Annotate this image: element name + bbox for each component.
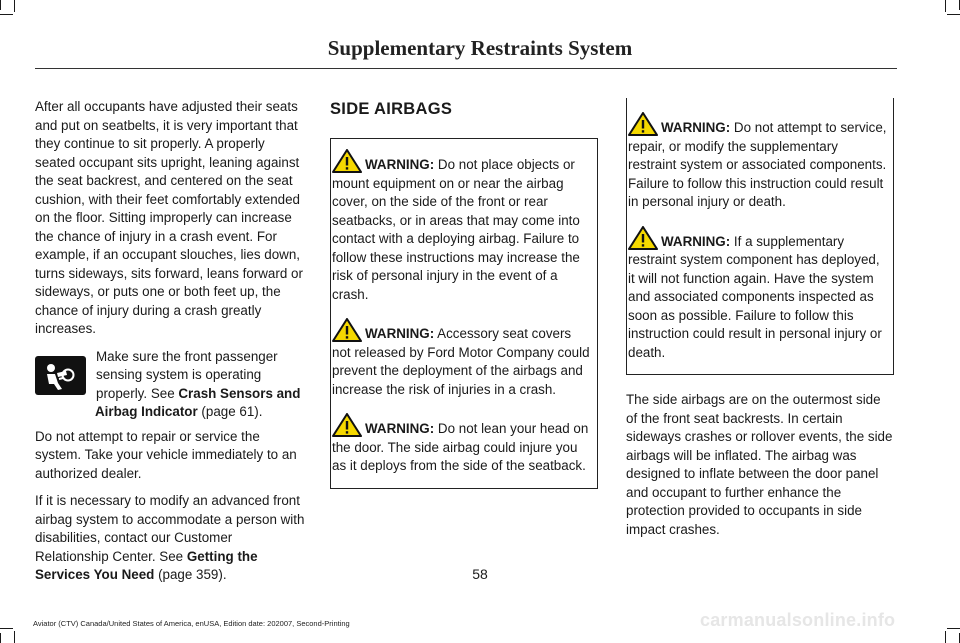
crop-mark (0, 628, 13, 629)
crop-mark (947, 14, 960, 15)
paragraph: After all occupants have adjusted their seats and put on seatbelts, it is very important that they continue to sit properly. A properly seated occupant sits upright, leaning against the seat backrest, and centered on the seat cushion, with their feet comfortably extended on the floor. Sitting improperly can increase the chance of injury in a crash event. For example, if an occupant slouches, lies down, turns sideways, sits forward, leans forward or sideways, or puts one or both feet up, the chance of injury during a crash greatly increases. (35, 99, 303, 336)
warning-box (626, 98, 894, 375)
passenger-sensing-note: Make sure the front passenger sensing system is operating properly. See Crash Sensors and Airbag Indicator (page 61). (35, 348, 307, 422)
watermark: carmanualsonline.info (700, 610, 896, 630)
warning-triangle-icon (332, 149, 362, 173)
warning-item: WARNING: Do not place objects or mount equipment on or near the airbag cover, on the side of the front or rear seatbacks, or in areas that may come into contact with a deploying airbag. Failure to follow these instructions may increase the risk of personal injury in the event of a crash. (332, 149, 593, 304)
crop-mark (0, 14, 13, 15)
crop-mark (0, 633, 1, 643)
column-right (626, 98, 894, 548)
warning-triangle-icon (332, 413, 362, 437)
warning-item: WARNING: Do not attempt to service, repair, or modify the supplementary restraint system or associated components. Failure to follow this instruction could result in personal injury or death. (628, 112, 889, 212)
crossref-crash-sensors[interactable]: Crash Sensors and Airbag Indicator (95, 385, 301, 419)
column-left (35, 98, 307, 594)
crop-mark (945, 0, 946, 12)
section-title: SIDE AIRBAGS (330, 100, 453, 118)
edition-footer: Aviator (CTV) Canada/United States of America, enUSA, Edition date: 202007, Second-Printing (33, 619, 350, 628)
passenger-airbag-indicator-icon (35, 356, 86, 395)
warning-triangle-icon (332, 318, 362, 342)
column-middle (330, 98, 598, 489)
warning-box (330, 138, 598, 489)
paragraph: If it is necessary to modify an advanced front airbag system to accommodate a person with disabilities, contact our Customer Relationship Center. See Getting the Services You Need (page 359). (35, 493, 305, 582)
page-title: Supplementary Restraints System (327, 36, 633, 60)
warning-item: WARNING: Do not lean your head on the door. The side airbag could injure you as it deploys from the side of the seatback. (332, 413, 593, 476)
crop-mark (947, 628, 960, 629)
crossref-getting-services[interactable]: Getting the Services You Need (35, 548, 258, 582)
warning-triangle-icon (628, 112, 658, 136)
paragraph: Do not attempt to repair or service the system. Take your vehicle immediately to an authorized dealer. (35, 428, 297, 481)
crop-mark (945, 631, 946, 643)
header-divider (35, 68, 897, 69)
warning-triangle-icon (628, 226, 658, 250)
crop-mark (14, 0, 15, 12)
warning-item: WARNING: If a supplementary restraint system component has deployed, it will not function again. Have the system and associated components inspected as soon as possible. Failure to follow this instruction could result in personal injury or death. (628, 226, 889, 363)
paragraph: The side airbags are on the outermost side of the front seat backrests. In certain sideways crashes or rollover events, the side airbags will be inflated. The airbag was designed to inflate between the door panel and occupant to further enhance the protection provided to occupants in side impact crashes. (626, 392, 893, 537)
crop-mark (14, 631, 15, 643)
crop-mark (0, 0, 1, 10)
warning-item: WARNING: Accessory seat covers not released by Ford Motor Company could prevent the deployment of the airbags and increase the risk of injuries in a crash. (332, 318, 593, 399)
page-number: 58 (472, 566, 488, 582)
